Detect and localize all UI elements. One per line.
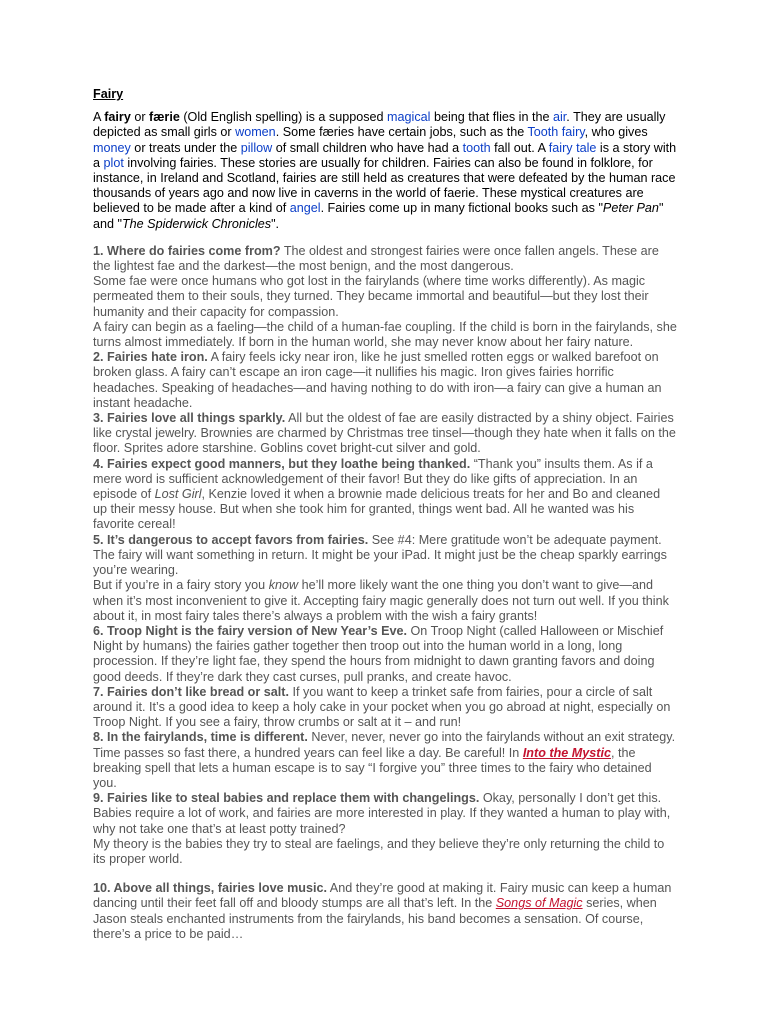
page-title: Fairy — [93, 87, 124, 101]
text: " and " — [93, 201, 664, 231]
book-title: Peter Pan — [602, 201, 659, 216]
text: , who gives — [584, 125, 648, 140]
item-heading: 4. Fairies expect good manners, but they loathe being thanked. — [93, 456, 471, 471]
item-text: A fairy feels icky near iron, like he just smelled rotten eggs or walked barefoot on broken glass. A fairy can’t escape an iron cage—it nullifies his magic. Iron gives fairies horrific headaches. Speaking of headaches—and having nothing to do with iron—a fairy can give a human an instant headache. — [93, 350, 662, 410]
list-item-2 — [93, 350, 677, 411]
item-text: series, when Jason steals enchanted instruments from the fairylands, his band becomes a sensation. Of course, there’s a price to be paid… — [93, 896, 657, 941]
item-text: On Troop Night (called Halloween or Mischief Night by humans) the fairies gather together then troop out into the human world in a long, long procession. If they’re light fae, they spend the hours from midnight to dawn granting favors and doing good deeds. If they’re dark they cast curses, pull pranks, and create havoc. — [93, 623, 664, 684]
item-text: Never, never, never go into the fairylands without an exit strategy. Time passes so fast there, a hundred years can feel like a day. Be careful! In — [93, 730, 676, 760]
item-text: he’ll more likely want the one thing you don’t want to give—and when it’s most inconvenient to give it. Accepting fairy magic generally does not turn out well. If you think about it, in most fairy tales there’s always a problem with the wish a fairy grants! — [93, 578, 669, 623]
list-item-1-para-2: Some fae were once humans who got lost in the fairylands (where time works differently). As magic permeated them to their souls, they turned. They became immortal and beautiful—but they lost their humanity and their capacity for compassion. — [93, 274, 649, 319]
item-heading: 3. Fairies love all things sparkly. — [93, 411, 286, 426]
link-tooth-fairy[interactable]: Tooth fairy — [527, 125, 585, 140]
list-item-9 — [93, 791, 677, 837]
link-songs-of-magic[interactable]: Songs of Magic — [495, 896, 583, 911]
book-title: The Spiderwick Chronicles — [121, 216, 272, 231]
intro-paragraph — [93, 110, 677, 232]
spacer — [93, 867, 677, 881]
list-item-1 — [93, 244, 677, 274]
item-heading: 2. Fairies hate iron. — [93, 350, 208, 365]
text: A — [93, 110, 105, 125]
link-tooth[interactable]: tooth — [462, 140, 491, 155]
link-air[interactable]: air — [552, 110, 567, 125]
item-heading: 9. Fairies like to steal babies and replace them with changelings. — [93, 791, 480, 806]
item-heading: 1. Where do fairies come from? — [93, 243, 281, 258]
link-women[interactable]: women — [235, 125, 276, 140]
link-plot[interactable]: plot — [103, 155, 124, 170]
text: is a story with a — [93, 140, 677, 170]
item-heading: 10. Above all things, fairies love music. — [93, 881, 327, 896]
list-item-10 — [93, 881, 677, 942]
text: fall out. A — [490, 140, 549, 155]
item-text: , Kenzie loved it when a brownie made delicious treats for her and Bo and cleaned up their messy house. But when she took him for granted, things went bad. All he wanted was his favorite cereal! — [93, 487, 661, 532]
list-item-9-para-2: My theory is the babies they try to steal are faelings, and they believe they’re only returning the child to its proper world. — [93, 836, 665, 866]
bold-term: færie — [149, 110, 180, 125]
item-heading: 8. In the fairylands, time is different. — [93, 730, 308, 745]
item-heading: 7. Fairies don’t like bread or salt. — [93, 684, 289, 699]
text: . They are usually depicted as small girls or — [93, 110, 666, 140]
emphasis: know — [268, 578, 299, 593]
list-item-3 — [93, 411, 677, 457]
item-text: “Thank you” insults them. As if a mere word is sufficient acknowledgement of their favor! But they do like gifts of appreciation. In an episode of — [93, 456, 653, 502]
item-heading: 6. Troop Night is the fairy version of New Year’s Eve. — [93, 623, 408, 638]
item-text: If you want to keep a trinket safe from fairies, pour a circle of salt around it. It’s a good idea to keep a holy cake in your pocket when you go abroad at night, especially on Troop Night. If you see a fairy, throw crumbs or salt at it – and run! — [93, 684, 671, 730]
item-text: The oldest and strongest fairies were once fallen angels. These are the lightest fae and the darkest—the most benign, and the most dangerous. — [93, 243, 659, 274]
list-item-4 — [93, 457, 677, 533]
article — [93, 87, 677, 942]
list-item-5 — [93, 533, 677, 579]
text: or — [130, 110, 150, 125]
list-item-5-para-2 — [93, 578, 677, 624]
link-pillow[interactable]: pillow — [240, 140, 273, 155]
bold-term: fairy — [104, 110, 131, 125]
text: . Some færies have certain jobs, such as the — [275, 125, 528, 140]
link-into-the-mystic[interactable]: Into the Mystic — [522, 745, 611, 760]
item-heading: 5. It’s dangerous to accept favors from fairies. — [93, 532, 369, 547]
list-item-7 — [93, 685, 677, 731]
list-item-6 — [93, 624, 677, 685]
item-text: , the breaking spell that lets a human escape is to say “I forgive you” three times to the fairy who detained you. — [93, 745, 652, 790]
item-text: And they’re good at making it. Fairy music can keep a human dancing until their feet fall off and bloody stumps are all that’s left. In the — [93, 881, 672, 911]
text: ". — [271, 216, 280, 231]
show-title: Lost Girl — [154, 487, 202, 502]
text: (Old English spelling) is a supposed — [179, 110, 388, 125]
link-money[interactable]: money — [93, 140, 131, 155]
link-fairy-tale[interactable]: fairy tale — [548, 140, 597, 155]
item-text: All but the oldest of fae are easily distracted by a shiny object. Fairies like crystal jewelry. Brownies are charmed by Christmas tree tinsel—though they hate when it falls on the floor. Sprites adore starshine. Goblins covet bright-cut silver and gold. — [93, 411, 676, 456]
link-angel[interactable]: angel — [289, 201, 321, 216]
list-item-8 — [93, 730, 677, 791]
item-text: See #4: Mere gratitude won’t be adequate payment. The fairy will want something in return. It might be your iPad. It might just be the cheap sparkly earrings you’re wearing. — [93, 532, 667, 578]
list-item-1-para-3: A fairy can begin as a faeling—the child of a human-fae coupling. If the child is born in the fairylands, she turns almost immediately. If born in the human world, she may never know about her fairy nature. — [93, 319, 677, 350]
text: . Fairies come up in many fictional books such as " — [320, 201, 603, 216]
item-text: Okay, personally I don’t get this. Babies require a lot of work, and fairies are more interested in play. If they wanted a human to play with, why not take one that’s at least potty trained? — [93, 791, 671, 836]
text: or treats under the — [130, 140, 241, 155]
text: being that flies in the — [430, 110, 553, 125]
link-magical[interactable]: magical — [387, 110, 431, 125]
text: of small children who have had a — [272, 140, 463, 155]
item-text: But if you’re in a fairy story you — [93, 578, 269, 593]
text: involving fairies. These stories are usually for children. Fairies can also be found in folklore, for instance, in Ireland and Scotland, fairies are still held as creatures that were defeated by the human race thousands of years ago and now live in caverns in the world of faerie. These mystical creatures are believed to be made after a kind of — [93, 155, 676, 216]
